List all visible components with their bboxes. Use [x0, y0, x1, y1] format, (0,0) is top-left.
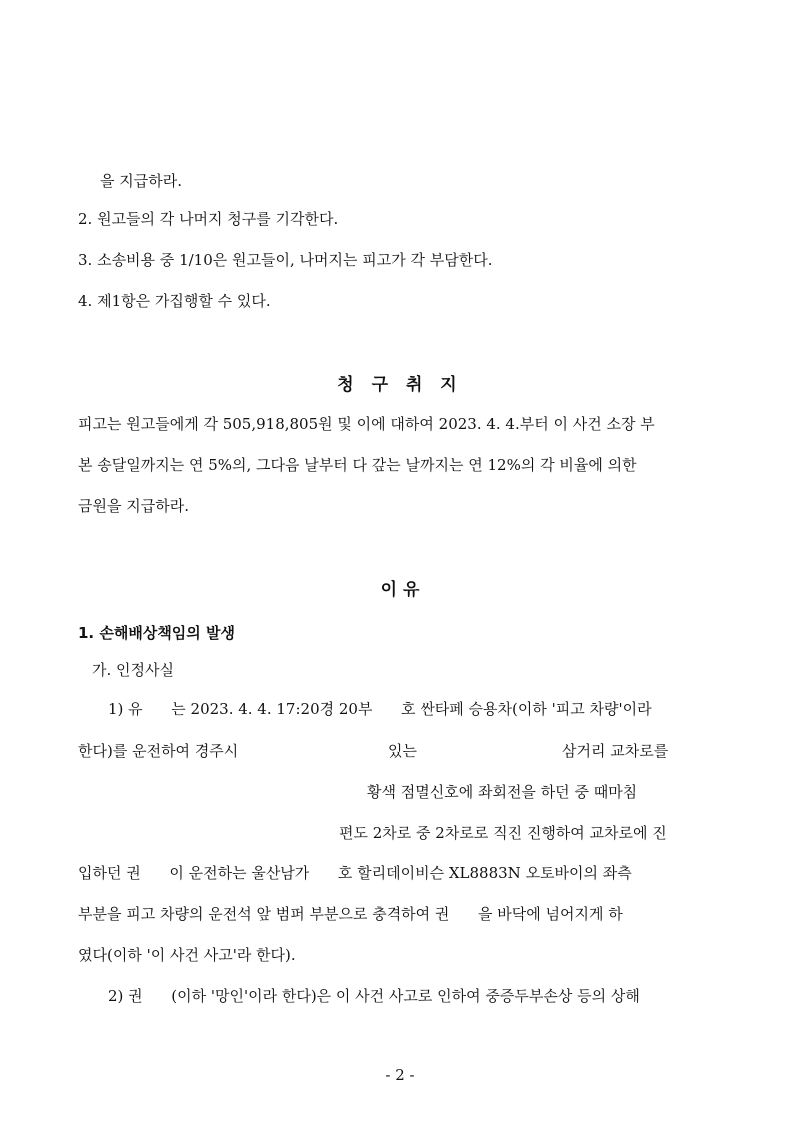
- claim-line-3: 금원을 지급하라.: [78, 497, 189, 515]
- paragraph-1-line-4: 편도 2차로 중 2차로로 직진 진행하여 교차로에 진: [339, 824, 667, 842]
- claim-line-1: 피고는 원고들에게 각 505,918,805원 및 이에 대하여 2023. 4. 4.부터 이 사건 소장 부: [78, 415, 655, 433]
- paragraph-1-line-5: 입하던 권 이 운전하는 울산남가 호 할리데이비슨 XL8883N 오토바이의 좌측: [78, 864, 632, 882]
- page-number: - 2 -: [385, 1066, 415, 1084]
- paragraph-1-line-6: 부분을 피고 차량의 운전석 앞 범퍼 부분으로 충격하여 권 을 바닥에 넘어지게 하: [78, 905, 623, 923]
- paragraph-2-line-1: 2) 권 (이하 '망인'이라 한다)은 이 사건 사고로 인하여 중증두부손상 등의 상해: [108, 987, 640, 1005]
- section-title: 1. 손해배상책임의 발생: [78, 624, 235, 642]
- judgment-item-4: 4. 제1항은 가집행할 수 있다.: [78, 292, 271, 310]
- paragraph-1-line-7: 였다(이하 '이 사건 사고'라 한다).: [78, 946, 296, 964]
- paragraph-1-line-2a: 한다)를 운전하여 경주시: [78, 742, 239, 760]
- judgment-item-2: 2. 원고들의 각 나머지 청구를 기각한다.: [78, 210, 339, 228]
- paragraph-1-line-3: 황색 점멸신호에 좌회전을 하던 중 때마침: [367, 783, 638, 801]
- claim-line-2: 본 송달일까지는 연 5%의, 그다음 날부터 다 갚는 날까지는 연 12%의 각 비율에 의한: [78, 456, 637, 474]
- reasons-heading: 이 유: [380, 580, 420, 600]
- paragraph-1-line-2b: 있는: [388, 742, 417, 760]
- judgment-item-3: 3. 소송비용 중 1/10은 원고들이, 나머지는 피고가 각 부담한다.: [78, 251, 493, 269]
- paragraph-1-line-2c: 삼거리 교차로를: [562, 742, 669, 760]
- paragraph-1-line-1: 1) 유 는 2023. 4. 4. 17:20경 20부 호 싼타페 승용차(이하 '피고 차량'이라: [108, 700, 652, 718]
- judgment-line-continuation: 을 지급하라.: [100, 172, 182, 190]
- subsection-title: 가. 인정사실: [92, 661, 174, 679]
- claim-heading: 청 구 취 지: [337, 375, 463, 395]
